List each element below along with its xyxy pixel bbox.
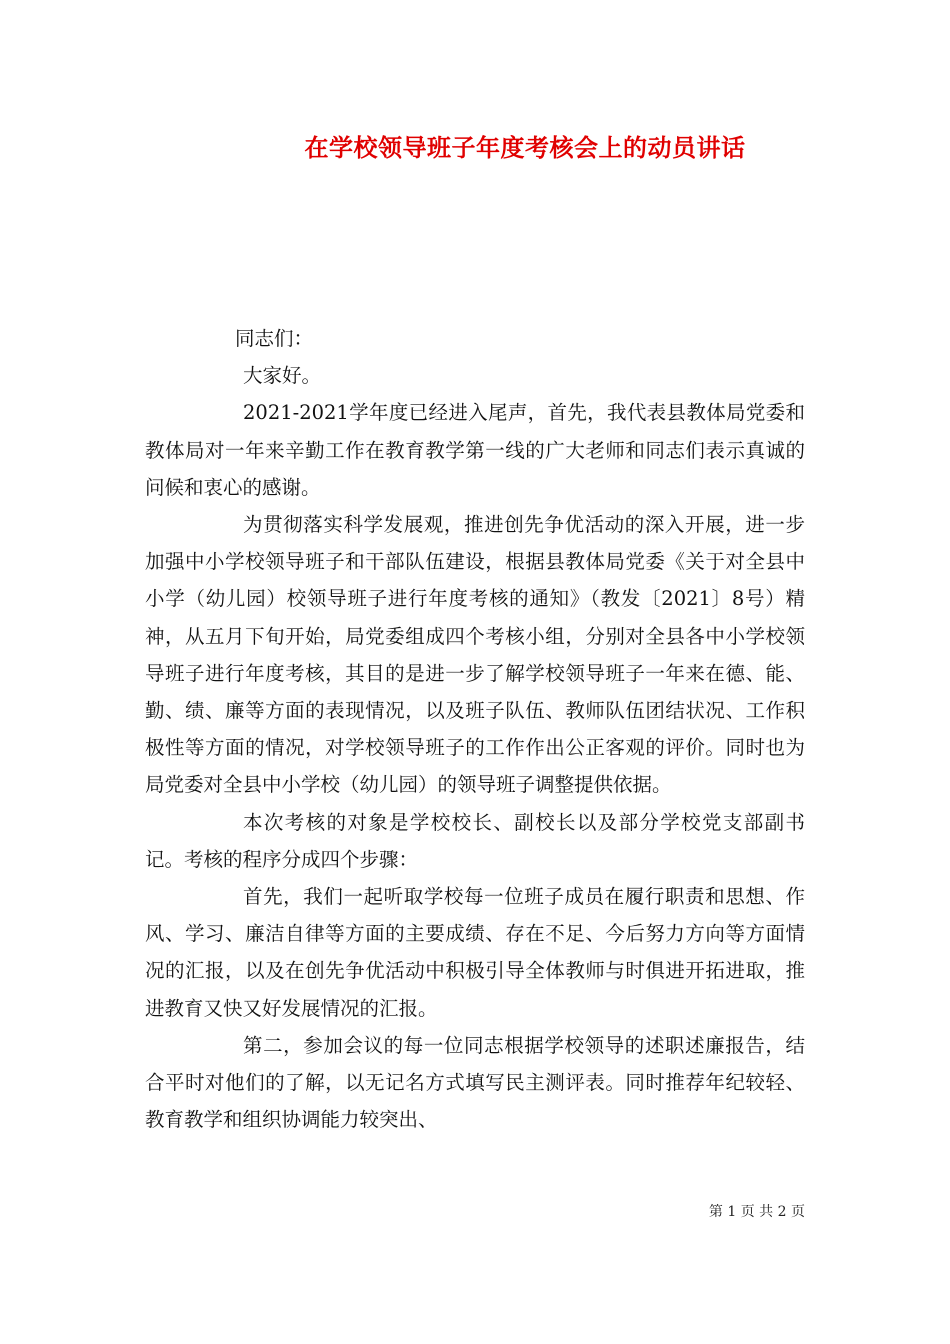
paragraph-4: 首先，我们一起听取学校每一位班子成员在履行职责和思想、作风、学习、廉洁自律等方面的主要成绩、存在不足、今后努力方向等方面情况的汇报，以及在创先争优活动中积极引导全体教师与时俱进开拓进取，推进教育又快又好发展情况的汇报。: [145, 885, 805, 1020]
document-body: [145, 320, 805, 1138]
paragraph-2: 为贯彻落实科学发展观，推进创先争优活动的深入开展，进一步加强中小学校领导班子和干部队伍建设，根据县教体局党委《关于对全县中小学（幼儿园）校领导班子进行年度考核的通知》（教发〔2021〕8号）精神，从五月下旬开始，局党委组成四个考核小组，分别对全县各中小学校领导班子进行年度考核，其目的是进一步了解学校领导班子一年来在德、能、勤、绩、廉等方面的表现情况，以及班子队伍、教师队伍团结状况、工作积极性等方面的情况，对学校领导班子的工作作出公正客观的评价。同时也为局党委对全县中小学校（幼儿园）的领导班子调整提供依据。: [145, 513, 805, 797]
greeting-line: 同志们：: [235, 327, 314, 350]
page-number: 第 1 页 共 2 页: [708, 1204, 805, 1220]
document-title: 在学校领导班子年度考核会上的动员讲话: [304, 133, 746, 162]
paragraph-5: 第二，参加会议的每一位同志根据学校领导的述职述廉报告，结合平时对他们的了解，以无记名方式填写民主测评表。同时推荐年纪较轻、教育教学和组织协调能力较突出、: [145, 1033, 805, 1132]
paragraph-3: 本次考核的对象是学校校长、副校长以及部分学校党支部副书记。考核的程序分成四个步骤：: [145, 810, 805, 871]
hello-line: 大家好。: [243, 364, 322, 388]
paragraph-1: 2021-2021学年度已经进入尾声，首先，我代表县教体局党委和教体局对一年来辛勤工作在教育教学第一线的广大老师和同志们表示真诚的问候和衷心的感谢。: [145, 401, 805, 499]
